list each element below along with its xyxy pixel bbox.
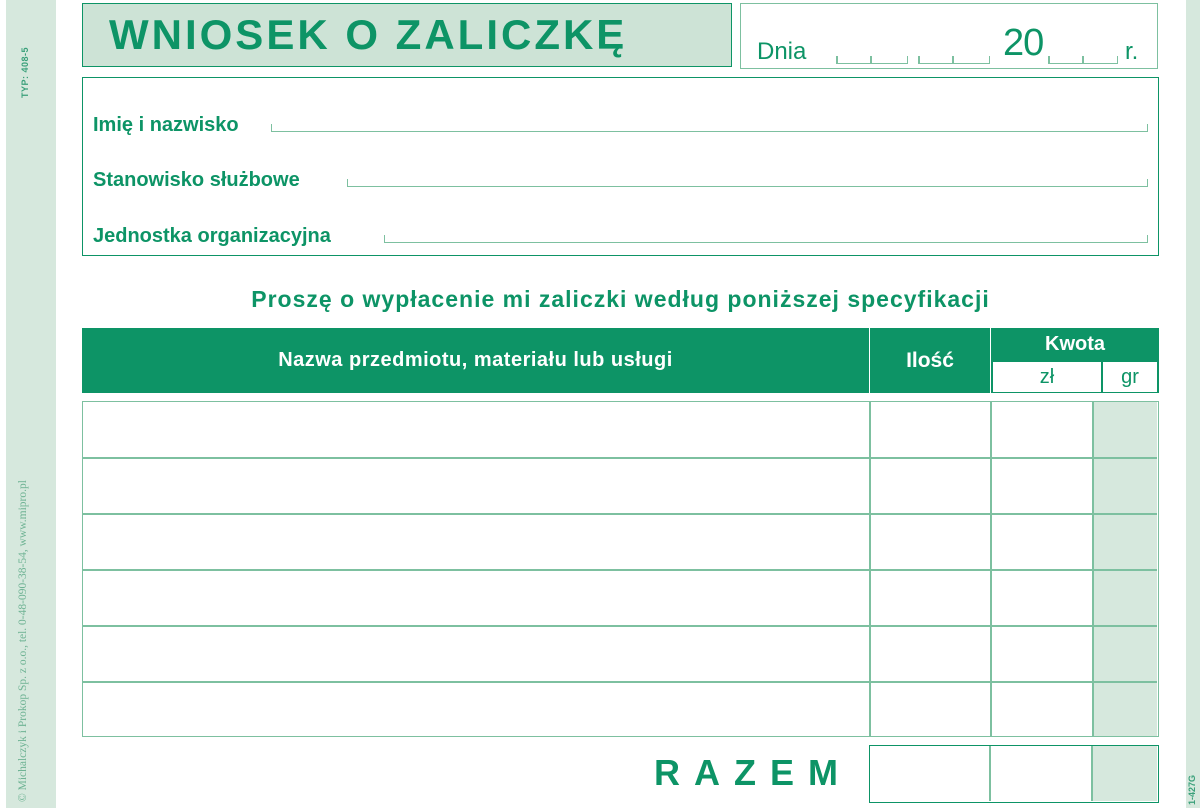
row-divider [83,681,1157,683]
title-box [82,3,732,67]
date-suffix: r. [1125,38,1139,65]
request-text: Proszę o wypłacenie mi zaliczki według poniższej specyfikacji [251,286,990,312]
date-box [740,3,1158,69]
date-day-field[interactable] [836,56,908,64]
items-table [82,401,1159,737]
form-code: 1-427G [1187,774,1197,805]
header-item: Nazwa przedmiotu, materiału lub usługi [82,328,869,393]
position-label: Stanowisko służbowe [93,169,300,191]
total-divider [989,746,991,801]
row-divider [83,513,1157,515]
position-field[interactable] [347,179,1148,187]
header-zl: zł [993,362,1101,392]
row-divider [83,625,1157,627]
type-code: TYP: 408-5 [20,46,30,98]
department-label: Jednostka organizacyjna [93,225,331,247]
row-divider [83,569,1157,571]
department-field[interactable] [384,235,1148,243]
header-qty: Ilość [870,328,990,393]
total-divider [1091,746,1093,801]
header-gr: gr [1103,362,1157,392]
total-box [869,745,1159,803]
publisher-info: © Michalczyk i Prokop Sp. z o.o., tel. 0-48-090-38-54, www.mipro.pl [17,480,29,802]
header-amount: Kwota [991,328,1159,361]
name-label: Imię i nazwisko [93,114,239,136]
date-year-field[interactable] [1048,56,1118,64]
form-title: WNIOSEK O ZALICZKĘ [109,11,628,58]
row-divider [83,457,1157,459]
total-gr-fill [1092,746,1157,801]
person-info-box [82,77,1159,256]
name-field[interactable] [271,124,1148,132]
date-label: Dnia [757,38,807,65]
total-label: RAZEM [654,752,852,793]
right-margin-strip [1186,0,1200,808]
date-year-prefix: 20 [1003,22,1044,64]
date-month-field[interactable] [918,56,990,64]
